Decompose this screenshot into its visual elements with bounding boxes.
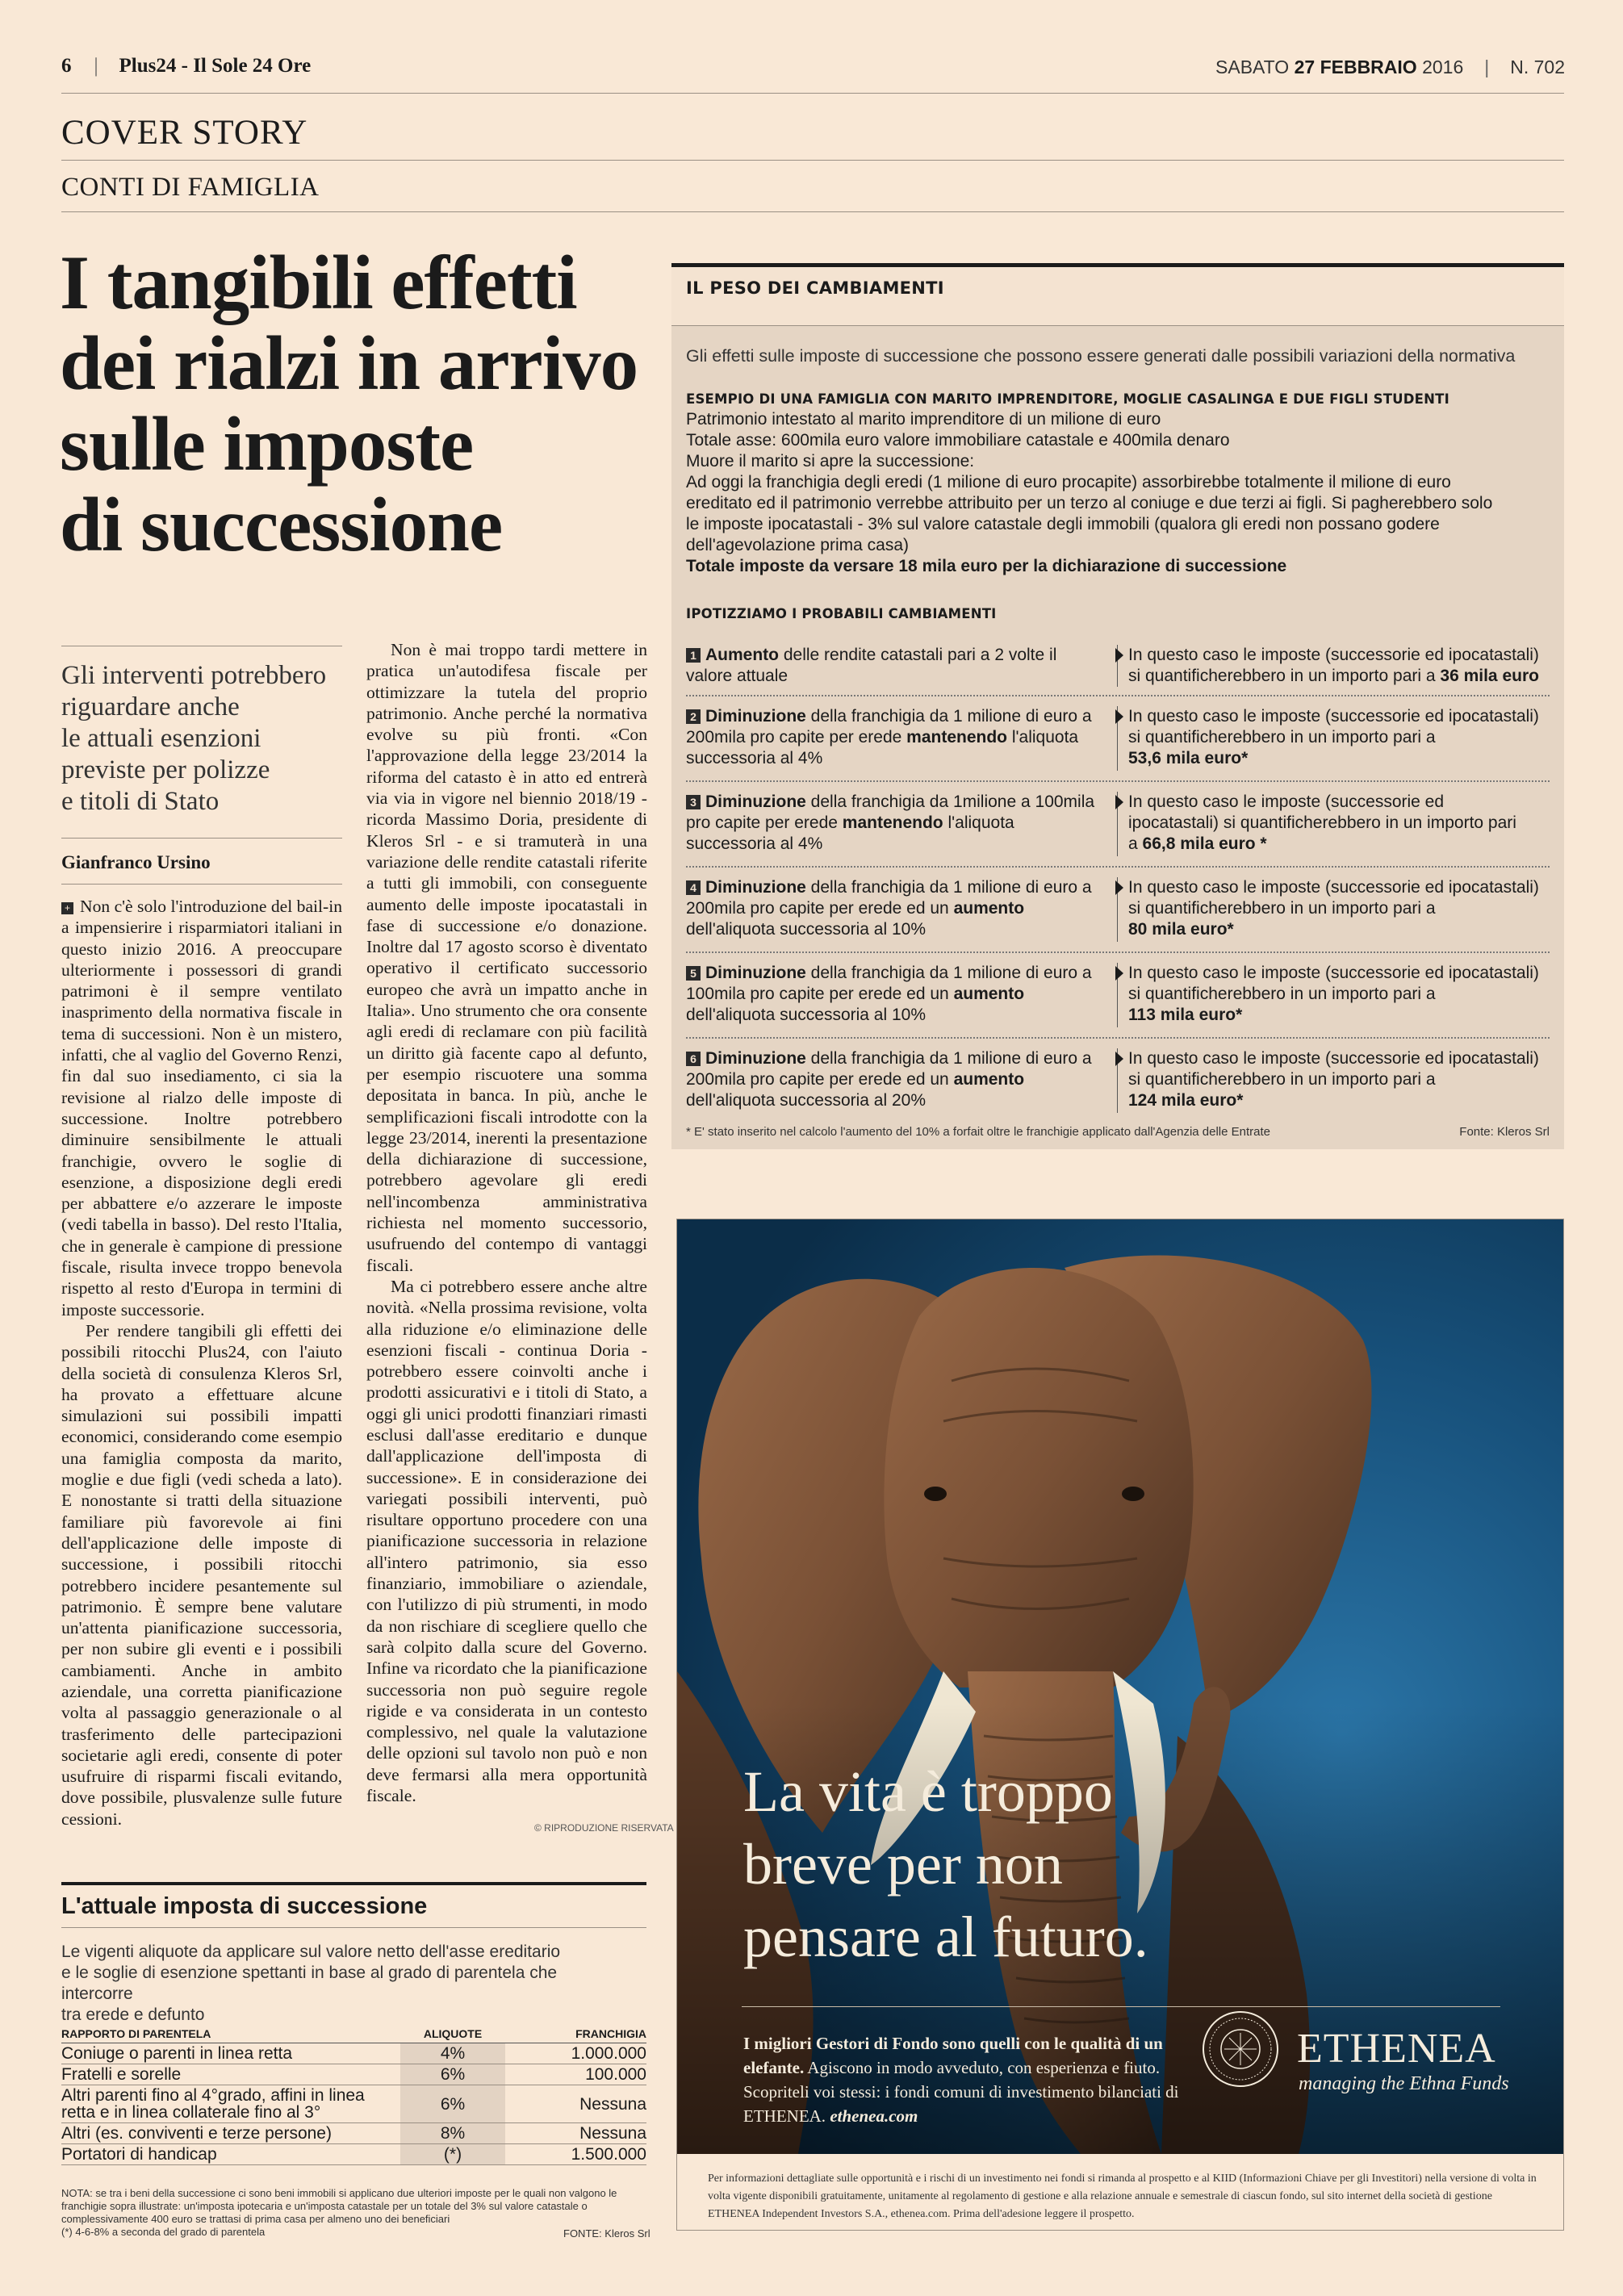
scenario-keyword: Diminuzione <box>705 964 806 982</box>
result-text: ipocatastali) si quantificherebbero in un importo pari <box>1128 813 1516 832</box>
ad-brand-name: ETHENEA <box>1297 2026 1496 2072</box>
slogan-line: La vita è troppo <box>743 1759 1113 1824</box>
row-divider <box>686 866 1550 868</box>
section-cover-story: COVER STORY <box>61 114 308 152</box>
paragraph: Per rendere tangibili gli effetti dei possibili ritocchi Plus24, con l'aiuto della società di consulenza Kleros Srl, ha provato a effettuare alcune simulazioni sui possibili impatti economici, considerando come esempio una famiglia composta da marito, moglie e due figli (vedi scheda a lato). E nonostante si tratti della situazione familiare più favorevole ai fini dell'applicazione delle imposte di successione, i possibili ritocchi potrebbero incidere pesantemente sul patrimonio. È sempre bene valutare un'attenta pianificazione successoria, per non subire gli eventi e i possibili cambiamenti. Anche in ambito aziendale, una corretta pianificazione volta al passaggio generazionale o al trasferimento delle partecipazioni societarie agli eredi, consente di poter usufruire di risparmi fiscali evitando, dove possibile, plusvalenze sulle future cessioni. <box>61 1320 342 1829</box>
deck-line: riguardare anche <box>61 692 240 721</box>
scenario-text: 200mila pro capite per erede ed un <box>686 1070 954 1089</box>
description-line: Le vigenti aliquote da applicare sul valore netto dell'asse ereditario <box>61 1943 561 1961</box>
section-rubric: CONTI DI FAMIGLIA <box>61 173 320 202</box>
byline: Gianfranco Ursino <box>61 852 211 872</box>
scenario-result <box>1128 792 1550 855</box>
table-source: FONTE: Kleros Srl <box>563 2227 650 2240</box>
headline-line: sulle imposte <box>60 401 474 487</box>
result-amount: 113 mila euro* <box>1128 1006 1243 1024</box>
example-caption: ESEMPIO DI UNA FAMIGLIA CON MARITO IMPRENDITORE, MOGLIE CASALINGA E DUE FIGLI STUDENTI <box>686 391 1449 407</box>
result-amount: 36 mila euro <box>1440 667 1539 685</box>
scenario-description <box>686 877 1106 940</box>
result-amount: 53,6 mila euro* <box>1128 749 1249 767</box>
date-year: 2016 <box>1422 56 1464 77</box>
header-rule <box>61 93 1564 94</box>
arrow-right-icon <box>1115 795 1123 809</box>
scenario-row-3 <box>686 792 1550 866</box>
column-header: RAPPORTO DI PARENTELA <box>61 2026 400 2043</box>
changes-infobox <box>671 263 1564 1149</box>
scenario-number: 5 <box>686 966 701 981</box>
table-cell: 6% <box>400 2064 505 2085</box>
scenario-keyword: aumento <box>953 1070 1025 1089</box>
scenario-text: pro capite per erede <box>686 813 843 832</box>
result-text: si quantificherebbero in un importo pari a <box>1128 899 1436 918</box>
example-line: Muore il marito si apre la successione: <box>686 452 975 470</box>
example-line: ereditato ed il patrimonio verrebbe attribuito per un terzo al coniuge e due terzi ai figli. Si pagherebbero solo <box>686 494 1493 512</box>
scenario-number: 1 <box>686 648 701 663</box>
example-line: dell'agevolazione prima casa) <box>686 536 909 554</box>
publication-name: Plus24 - Il Sole 24 Ore <box>119 55 312 77</box>
row-divider <box>686 1037 1550 1039</box>
infobox-title: IL PESO DEI CAMBIAMENTI <box>686 278 944 298</box>
table-cell: 8% <box>400 2123 505 2144</box>
scenario-result <box>1128 963 1550 1026</box>
scenario-result <box>1128 645 1550 687</box>
table-row <box>61 2085 646 2123</box>
scenario-text: della franchigia da 1 milione di euro a <box>805 878 1092 897</box>
description-line: tra erede e defunto <box>61 2005 205 2024</box>
scenario-text: l'aliquota <box>943 813 1014 832</box>
date-day: SABATO <box>1215 56 1290 77</box>
ad-copy-lead: I migliori Gestori di Fondo sono quelli con le qualità di un elefante. <box>743 2034 1163 2077</box>
scenario-text: successoria al 4% <box>686 834 823 853</box>
result-text: In questo caso le imposte (successorie ed ipocatastali) <box>1128 707 1539 726</box>
scenario-description <box>686 963 1106 1026</box>
table-description <box>61 1942 626 2026</box>
result-text: si quantificherebbero in un importo pari a <box>1128 985 1436 1003</box>
byline-rule <box>61 884 342 885</box>
scenario-text: successoria al 4% <box>686 749 823 767</box>
table-cell: Nessuna <box>505 2085 646 2123</box>
scenario-description <box>686 645 1106 687</box>
table-row <box>61 2043 646 2064</box>
scenario-keyword: aumento <box>953 899 1025 918</box>
example-line: Patrimonio intestato al marito imprenditore di un milione di euro <box>686 410 1161 429</box>
changes-caption: IPOTIZZIAMO I PROBABILI CAMBIAMENTI <box>686 606 997 621</box>
slogan-line: breve per non <box>743 1832 1063 1897</box>
infobox-subtitle: Gli effetti sulle imposte di successione che possono essere generati dalle possibili variazioni della normativa <box>686 346 1516 366</box>
result-text: In questo caso le imposte (successorie ed ipocatastali) <box>1128 878 1539 897</box>
table-cell: Nessuna <box>505 2123 646 2144</box>
example-total: Totale imposte da versare 18 mila euro per la dichiarazione di successione <box>686 557 1287 575</box>
arrow-right-icon <box>1115 1052 1123 1066</box>
scenario-keyword: Diminuzione <box>705 793 806 811</box>
article-headline <box>60 242 673 565</box>
arrow-right-icon <box>1115 648 1123 663</box>
article-column-1 <box>61 896 342 1830</box>
deck-line: Gli interventi potrebbero <box>61 661 327 690</box>
table-cell: 100.000 <box>505 2064 646 2085</box>
ad-url-link[interactable]: ethenea.com <box>830 2106 918 2126</box>
scenario-text: dell'aliquota successoria al 10% <box>686 920 927 939</box>
rubric-rule <box>61 211 1564 212</box>
scenario-keyword: Diminuzione <box>705 707 806 726</box>
elephant-illustration <box>677 1219 1563 2154</box>
scenario-description <box>686 706 1106 769</box>
scenario-text: valore attuale <box>686 667 788 685</box>
headline-line: di successione <box>60 482 503 567</box>
ad-copy <box>743 2031 1219 2128</box>
scenario-keyword: mantenendo <box>842 813 943 832</box>
table-cell: Portatori di handicap <box>61 2144 400 2165</box>
scenario-text: della franchigia da 1 milione di euro a <box>805 964 1092 982</box>
infobox-footnote: * E' stato inserito nel calcolo l'aumento del 10% a forfait oltre le franchigie applicato dall'Agenzia delle Entrate <box>686 1125 1271 1139</box>
result-text: a <box>1128 834 1143 853</box>
ethenea-seal-icon <box>1200 2009 1281 2089</box>
table-cell: Fratelli e sorelle <box>61 2064 400 2085</box>
copyright-note: © RIPRODUZIONE RISERVATA <box>534 1822 674 1834</box>
slogan-line: pensare al futuro. <box>743 1905 1148 1969</box>
deck-line: le attuali esenzioni <box>61 724 261 753</box>
date-main: 27 FEBBRAIO <box>1294 56 1417 77</box>
issue-number: N. 702 <box>1510 56 1565 77</box>
scenario-result <box>1128 877 1550 940</box>
table-cell: 1.500.000 <box>505 2144 646 2165</box>
scenario-text: 200mila pro capite per erede ed un <box>686 899 954 918</box>
table-cell: 4% <box>400 2043 505 2064</box>
deck-line: previste per polizze <box>61 755 270 784</box>
table-note <box>61 2187 642 2239</box>
result-amount: 66,8 mila euro * <box>1142 834 1267 853</box>
result-text: si quantificherebbero in un importo pari a <box>1128 728 1436 747</box>
scenario-text: l'aliquota <box>1007 728 1079 747</box>
scenario-text: delle rendite catastali pari a 2 volte il <box>779 646 1057 664</box>
scenario-row-6 <box>686 1048 1550 1116</box>
scenario-text: 200mila pro capite per erede <box>686 728 907 747</box>
scenario-keyword: Diminuzione <box>705 878 806 897</box>
table-cell: 1.000.000 <box>505 2043 646 2064</box>
arrow-right-icon <box>1115 880 1123 895</box>
column-header: FRANCHIGIA <box>505 2026 646 2043</box>
article-column-2 <box>366 639 647 1806</box>
paragraph <box>61 896 342 1320</box>
ad-tagline: managing the Ethna Funds <box>1299 2073 1509 2094</box>
table-header-row <box>61 2026 646 2043</box>
scenario-text: della franchigia da 1milione a 100mila <box>805 793 1095 811</box>
scenario-description <box>686 1048 1106 1111</box>
result-text: In questo caso le imposte (successorie ed ipocatastali) <box>1128 646 1539 664</box>
scenario-number: 4 <box>686 880 701 895</box>
note-text: (*) 4-6-8% a seconda del grado di parentela <box>61 2226 266 2238</box>
paragraph-text: Non c'è solo l'introduzione del bail-in a impensierire i risparmiatori italiani in questo inizio 2016. A preoccupare ulteriormente i possessori di grandi patrimoni è il sempre ventilato inasprimento della normativa fiscale in tema di successioni. Non è un mistero, infatti, che al vaglio del Governo Renzi, fin dal suo insediamento, ci sia la revisione al rialzo delle imposte di successione. Inoltre potrebbero diminuire sensibilmente le attuali franchigie, ovvero le soglie di esenzione, a disposizione degli eredi per abbattere e/o azzerare le imposte (vedi tabella in basso). Del resto l'Italia, che in generale è campione di pressione fiscale, risulta invece troppo benevola rispetto al resto d'Europa in termini di imposte successorie. <box>61 897 343 1319</box>
example-line: Ad oggi la franchigia degli eredi (1 milione di euro procapite) assorbirebbe totalmente il milione di euro <box>686 473 1451 491</box>
infobox-source: Fonte: Kleros Srl <box>1459 1125 1550 1139</box>
scenario-text: dell'aliquota successoria al 10% <box>686 1006 927 1024</box>
scenario-row-4 <box>686 877 1550 951</box>
table-title: L'attuale imposta di successione <box>61 1893 428 1919</box>
table-row <box>61 2144 646 2165</box>
table-top-rule <box>61 1882 646 1885</box>
ethenea-advertisement <box>676 1219 1564 2231</box>
ad-disclaimer: Per informazioni dettagliate sulle opportunità e i rischi di un investimento nei fondi si rimanda al prospetto e al KIID (Informazioni Chiave per gli Investitori) nella versione di volta in volta vigente disponibili gratuitamente, unitamente al regolamento di gestione e alla relazione annuale e semestrale di ciascun fondo, sul sito internet della società di gestione ETHENEA Independent Investors S.A., ethenea.com. Prima dell'adesione leggere il prospetto. <box>708 2173 1537 2220</box>
result-text: In questo caso le imposte (successorie ed ipocatastali) <box>1128 964 1539 982</box>
ad-copy-body: Agiscono in modo avveduto, con esperienza e fiuto. Scopriteli voi stessi: i fondi comuni di investimento bilanciati di ETHENEA. <box>743 2058 1179 2126</box>
scenario-row-5 <box>686 963 1550 1037</box>
table-title-rule <box>61 1927 646 1928</box>
article-deck <box>61 660 352 818</box>
page-number: 6 <box>61 55 72 77</box>
note-text: NOTA: se tra i beni della successione ci sono beni immobili si applicano due ulteriori imposte per le quali non valgono le franchigie sopra illustrate: un'imposta ipotecaria e un'imposta catastale per un totale del 3% sul valore catastale o complessivamente 400 euro se trattasi di prima casa per almeno uno dei beneficiari <box>61 2187 617 2225</box>
row-divider <box>686 951 1550 953</box>
table-cell: (*) <box>400 2144 505 2165</box>
table-cell: Altri (es. conviventi e terze persone) <box>61 2123 400 2144</box>
scenario-text: della franchigia da 1 milione di euro a <box>805 1049 1092 1068</box>
scenario-result <box>1128 1048 1550 1111</box>
example-line: le imposte ipocatastali - 3% sul valore catastale degli immobili (qualora gli eredi non possano godere <box>686 515 1440 533</box>
inheritance-tax-table <box>61 2026 646 2165</box>
result-text: si quantificherebbero in un importo pari a <box>1128 667 1441 685</box>
paragraph: Ma ci potrebbero essere anche altre novità. «Nella prossima revisione, volta alla riduzione e/o eliminazione delle esenzioni fiscali - continua Doria - potrebbero essere coinvolti anche i prodotti assicurativi e i titoli di Stato, a oggi gli unici prodotti finanziari rimasti esclusi dall'asse ereditario e dunque dall'applicazione dell'imposta di successione». E in considerazione dei variegati possibili interventi, può risultare opportuno procedere con una pianificazione successoria in relazione all'intero patrimonio, sia esso finanziario, immobiliare o aziendale, con l'utilizzo di più strumenti, in modo da non rischiare di scegliere quello che sarà colpito dalla scure del Governo. Infine va ricordato che la pianificazione successoria non può seguire regole rigide e va considerata in un contesto complessivo, nel quale la valutazione delle opzioni sul tavolo non può e non deve fermarsi alla mera opportunità fiscale. <box>366 1276 647 1806</box>
result-text: In questo caso le imposte (successorie ed ipocatastali) <box>1128 1049 1539 1068</box>
result-text: In questo caso le imposte (successorie ed <box>1128 793 1445 811</box>
column-header: ALIQUOTE <box>400 2026 505 2043</box>
row-divider <box>686 695 1550 696</box>
row-divider <box>686 780 1550 782</box>
section-rule <box>61 160 1564 161</box>
table-cell: Coniuge o parenti in linea retta <box>61 2043 400 2064</box>
arrow-right-icon <box>1115 966 1123 981</box>
scenario-keyword: Diminuzione <box>705 1049 806 1068</box>
scenario-number: 2 <box>686 709 701 724</box>
scenario-keyword: Aumento <box>705 646 779 664</box>
scenario-text: 100mila pro capite per erede ed un <box>686 985 954 1003</box>
table-cell: Altri parenti fino al 4°grado, affini in linea retta e in linea collaterale fino al 3° <box>61 2085 400 2123</box>
scenario-number: 6 <box>686 1052 701 1066</box>
headline-line: I tangibili effetti <box>60 240 577 325</box>
arrow-right-icon <box>1115 709 1123 724</box>
table-cell: 6% <box>400 2085 505 2123</box>
deck-line: e titoli di Stato <box>61 787 220 816</box>
paragraph: Non è mai troppo tardi mettere in pratica un'autodifesa fiscale per ottimizzare la tutela del proprio patrimonio. Anche perché la normativa evolve su più fronti. «Con l'approvazione della legge 23/2014 la riforma del catasto è in atto ed entrerà via via in vigore nel biennio 2018/19 - ricorda Massimo Doria, presidente di Kleros Srl - e si tramuterà in una variazione delle rendite catastali riferite a tutti gli immobili, con conseguente aumento delle imposte ipocatastali in fase di successione e/o donazione. Inoltre dal 17 agosto scorso è diventato operativo il certificato successorio europeo che avrà un impatto anche in Italia». Uno strumento che ora consente agli eredi di reclamare con più facilità un diritto già facente capo al defunto, per esempio riscuotere una somma depositata in banca. In più, anche le semplificazioni fiscali introdotte con la legge 23/2014, inerenti la presentazione della dichiarazione di successione, potrebbero agevolare gli eredi nell'incombenza amministrativa richiesta nel momento successorio, usufruendo del contempo di vantaggi fiscali. <box>366 640 647 1275</box>
scenario-description <box>686 792 1106 855</box>
deck-rule-bottom <box>61 838 342 839</box>
scenario-row-2 <box>686 706 1550 780</box>
result-amount: 80 mila euro* <box>1128 920 1234 939</box>
description-line: e le soglie di esenzione spettanti in base al grado di parentela che intercorre <box>61 1964 558 2003</box>
scenario-keyword: mantenendo <box>906 728 1008 747</box>
page-header-right: SABATO 27 FEBBRAIO 2016 | N. 702 <box>1215 56 1565 77</box>
ad-divider <box>742 2006 1500 2007</box>
ad-slogan <box>743 1755 1308 1973</box>
page-header-left: 6 | Plus24 - Il Sole 24 Ore <box>61 55 312 77</box>
scenario-text: dell'aliquota successoria al 20% <box>686 1091 927 1110</box>
headline-line: dei rialzi in arrivo <box>60 320 638 406</box>
example-line: Totale asse: 600mila euro valore immobiliare catastale e 400mila denaro <box>686 431 1230 450</box>
scenario-keyword: aumento <box>953 985 1025 1003</box>
table-row <box>61 2064 646 2085</box>
scenario-result <box>1128 706 1550 769</box>
infobox-title-band <box>671 267 1564 326</box>
scenario-row-1 <box>686 645 1550 695</box>
scenario-number: 3 <box>686 795 701 809</box>
scenario-text: della franchigia da 1 milione di euro a <box>805 707 1092 726</box>
table-row <box>61 2123 646 2144</box>
result-amount: 124 mila euro* <box>1128 1091 1244 1110</box>
result-text: si quantificherebbero in un importo pari a <box>1128 1070 1436 1089</box>
start-marker-icon: + <box>61 902 73 914</box>
